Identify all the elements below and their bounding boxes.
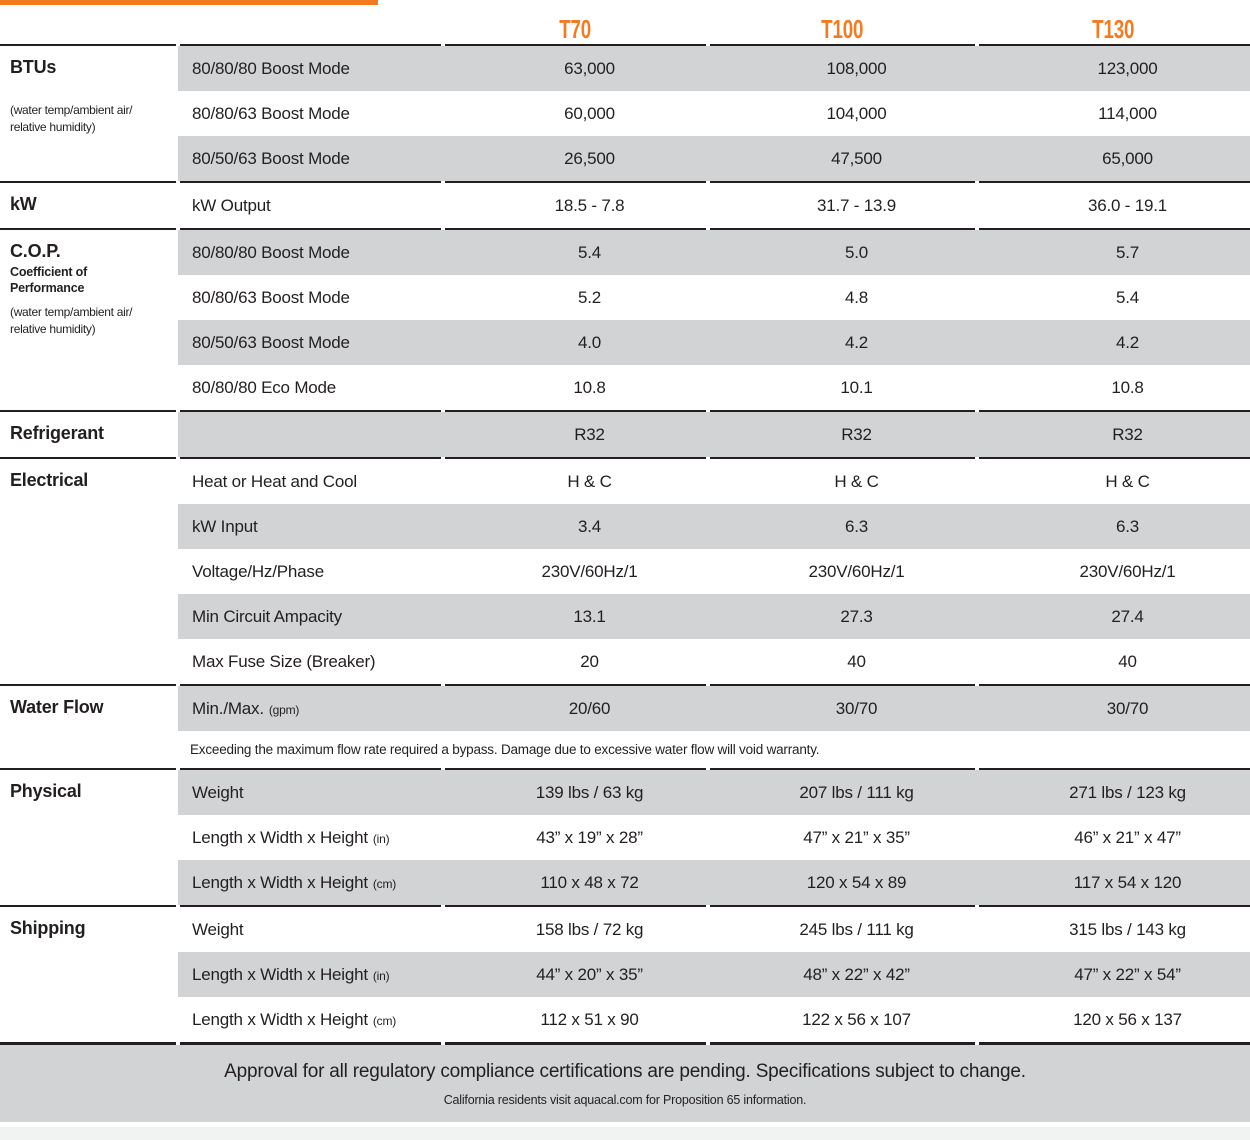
spec-value: 43” x 19” x 28” [536,827,643,847]
row-label-text: 80/50/63 Boost Mode [192,148,350,168]
spec-value: 47” x 21” x 35” [803,827,910,847]
spec-value: 30/70 [991,686,1250,731]
row-label-unit: (in) [372,968,390,983]
row-label [178,365,457,410]
spec-value: R32 [991,412,1250,457]
row-label [178,997,457,1042]
row-label [178,860,457,905]
spec-value: 114,000 [1098,103,1157,123]
row-label-unit: (in) [372,831,390,846]
category-title: kW [10,194,37,214]
section-water-flow [0,686,1250,768]
category-note: relative humidity) [10,120,96,134]
table-row [0,183,1250,228]
row-label-text: Max Fuse Size (Breaker) [192,651,376,671]
row-label-text: Voltage/Hz/Phase [192,561,324,581]
spec-value: 4.0 [457,320,722,365]
footer-approval-text: Approval for all regulatory compliance certifications are pending. Specifications subject to change. [224,1061,1026,1082]
category-block [0,459,178,491]
spec-value: 5.2 [577,287,602,307]
row-label [178,91,457,136]
row-label-text: 80/80/80 Boost Mode [192,242,350,262]
spec-value: 117 x 54 x 120 [991,860,1250,905]
row-label-text: 80/80/63 Boost Mode [192,287,350,307]
spec-value: H & C [834,471,879,491]
spec-value: 315 lbs / 143 kg [1069,919,1186,939]
category-block [0,907,178,939]
category-subtitle: Performance [10,281,85,295]
category-title: Refrigerant [10,423,104,443]
category-title: Physical [10,781,82,801]
table-header-row [0,5,1250,44]
spec-value: 122 x 56 x 107 [802,1009,911,1029]
spec-value: 30/70 [722,686,991,731]
spec-value: 120 x 56 x 137 [1073,1009,1182,1029]
spec-value: 230V/60Hz/1 [808,561,905,581]
row-label-text: Length x Width x Height [192,872,368,892]
row-label [178,770,457,815]
spec-value: 5.7 [991,230,1250,275]
spec-value: 20 [580,651,599,671]
spec-value: 46” x 21” x 47” [1074,827,1181,847]
section-refrigerant [0,412,1250,457]
table-row [0,412,1250,457]
table-row [0,770,1250,815]
row-label-text: Length x Width x Height [192,1009,368,1029]
row-label [178,230,457,275]
category-block [0,230,178,338]
table-row [0,815,1250,860]
category-spacer [0,860,178,905]
category-block [0,412,178,444]
spec-value: R32 [722,412,991,457]
row-label-text: Weight [192,919,244,939]
row-label [178,459,457,504]
category-spacer [0,136,178,181]
category-title: Electrical [10,470,89,490]
section-c-o-p- [0,230,1250,410]
footer-disclaimer [0,1045,1250,1122]
spec-value: 4.8 [844,287,869,307]
column-header-t100: T100 [821,14,864,44]
orange-accent-bar [0,0,378,5]
row-label-text: 80/80/63 Boost Mode [192,103,350,123]
table-row [0,275,1250,320]
spec-value: 27.3 [722,594,991,639]
category-title: BTUs [10,57,57,77]
spec-value: 65,000 [991,136,1250,181]
table-row [0,594,1250,639]
row-label [178,320,457,365]
table-row [0,639,1250,684]
row-label-text: 80/80/80 Eco Mode [192,377,337,397]
category-spacer [0,594,178,639]
table-row [0,907,1250,952]
spec-value: 5.4 [1115,287,1140,307]
spec-value: 230V/60Hz/1 [541,561,638,581]
spec-value: 63,000 [457,46,722,91]
row-label-unit: (cm) [372,1013,397,1028]
category-spacer [0,504,178,549]
spec-value: 18.5 - 7.8 [554,195,625,215]
category-title: Shipping [10,918,86,938]
spec-value: 44” x 20” x 35” [457,952,722,997]
section-kw [0,183,1250,228]
spec-value: 230V/60Hz/1 [1079,561,1176,581]
table-row [0,952,1250,997]
table-row [0,860,1250,905]
section-physical [0,770,1250,905]
row-label [178,136,457,181]
spec-value: 3.4 [457,504,722,549]
row-label-text: 80/50/63 Boost Mode [192,332,350,352]
spec-value: 48” x 22” x 42” [722,952,991,997]
spec-value: 5.4 [457,230,722,275]
table-row [0,46,1250,91]
row-label-text: Length x Width x Height [192,964,368,984]
category-spacer [0,639,178,684]
category-spacer [0,952,178,997]
row-label-text: Heat or Heat and Cool [192,471,357,491]
spec-value: 4.2 [722,320,991,365]
table-row [0,365,1250,410]
category-subtitle: Coefficient of [10,265,88,279]
spec-value: 5.0 [722,230,991,275]
spec-value: 6.3 [991,504,1250,549]
category-note: (water temp/ambient air/ [10,305,133,319]
row-label-unit: (gpm) [268,702,300,717]
spec-value: 6.3 [722,504,991,549]
category-title: Water Flow [10,697,104,717]
spec-value: 40 [847,651,866,671]
spec-value: 108,000 [722,46,991,91]
row-label [178,183,457,228]
spec-value: 36.0 - 19.1 [1087,195,1168,215]
spec-value: 120 x 54 x 89 [722,860,991,905]
table-row [0,459,1250,504]
column-header-t130: T130 [1092,14,1135,44]
category-spacer [0,815,178,860]
category-block [0,686,178,718]
row-label-text: Weight [192,782,244,802]
spec-table-body [0,44,1250,1042]
category-block [0,770,178,802]
spec-value: 31.7 - 13.9 [816,195,897,215]
table-row [0,504,1250,549]
spec-value: 110 x 48 x 72 [457,860,722,905]
spec-value: 123,000 [991,46,1250,91]
table-row [0,686,1250,731]
row-label-text: Length x Width x Height [192,827,368,847]
spec-value: 13.1 [457,594,722,639]
row-label [178,594,457,639]
spec-value: 60,000 [564,103,615,123]
spec-value: 20/60 [457,686,722,731]
table-row [0,320,1250,365]
spec-value: 4.2 [991,320,1250,365]
table-row [0,91,1250,136]
spec-value: 207 lbs / 111 kg [722,770,991,815]
spec-value: 112 x 51 x 90 [540,1009,639,1029]
category-block [0,183,178,215]
spec-value: 47,500 [722,136,991,181]
row-label-text: kW Input [192,516,258,536]
spec-value: 10.8 [573,377,606,397]
footer-prop65-text: California residents visit aquacal.com for Proposition 65 information. [443,1093,807,1107]
category-spacer [0,997,178,1042]
row-label [178,952,457,997]
spec-value: 26,500 [457,136,722,181]
row-label [178,639,457,684]
table-row [0,997,1250,1042]
spec-value: 245 lbs / 111 kg [799,919,914,939]
section-btus [0,46,1250,181]
spec-value: 104,000 [826,103,887,123]
bottom-strip [0,1127,1250,1140]
section-electrical [0,459,1250,684]
row-label [178,815,457,860]
row-label-text: Min./Max. [192,698,264,718]
category-note: relative humidity) [10,322,96,336]
spec-value: H & C [567,471,612,491]
spec-value: 139 lbs / 63 kg [457,770,722,815]
spec-value: 10.8 [1111,377,1144,397]
spec-value: 27.4 [991,594,1250,639]
row-label [178,504,457,549]
row-label [178,907,457,952]
category-spacer [0,549,178,594]
spec-value: R32 [457,412,722,457]
section-shipping [0,907,1250,1042]
spec-value: 10.1 [840,377,873,397]
row-label [178,46,457,91]
table-row [0,549,1250,594]
category-note: (water temp/ambient air/ [10,103,133,117]
spec-value: H & C [1105,471,1150,491]
row-label-text: kW Output [192,195,271,215]
section-note-row [0,731,1250,768]
spec-value: 40 [1118,651,1137,671]
spec-value: 271 lbs / 123 kg [991,770,1250,815]
footer-separator-line [0,1042,1250,1045]
category-title: C.O.P. [10,241,61,261]
row-label [178,412,457,457]
category-block [0,46,178,136]
row-label [178,275,457,320]
row-label-unit: (cm) [372,876,397,891]
spec-value: 47” x 22” x 54” [991,952,1250,997]
row-label-text: 80/80/80 Boost Mode [192,58,350,78]
row-label-text: Min Circuit Ampacity [192,606,342,626]
section-note-text: Exceeding the maximum flow rate required a bypass. Damage due to excessive water flow will void warranty. [190,742,820,757]
table-row [0,230,1250,275]
table-row [0,136,1250,181]
row-label [178,549,457,594]
spec-value: 158 lbs / 72 kg [535,919,644,939]
row-label [178,686,457,731]
column-header-t70: T70 [559,14,592,44]
category-spacer [0,365,178,410]
